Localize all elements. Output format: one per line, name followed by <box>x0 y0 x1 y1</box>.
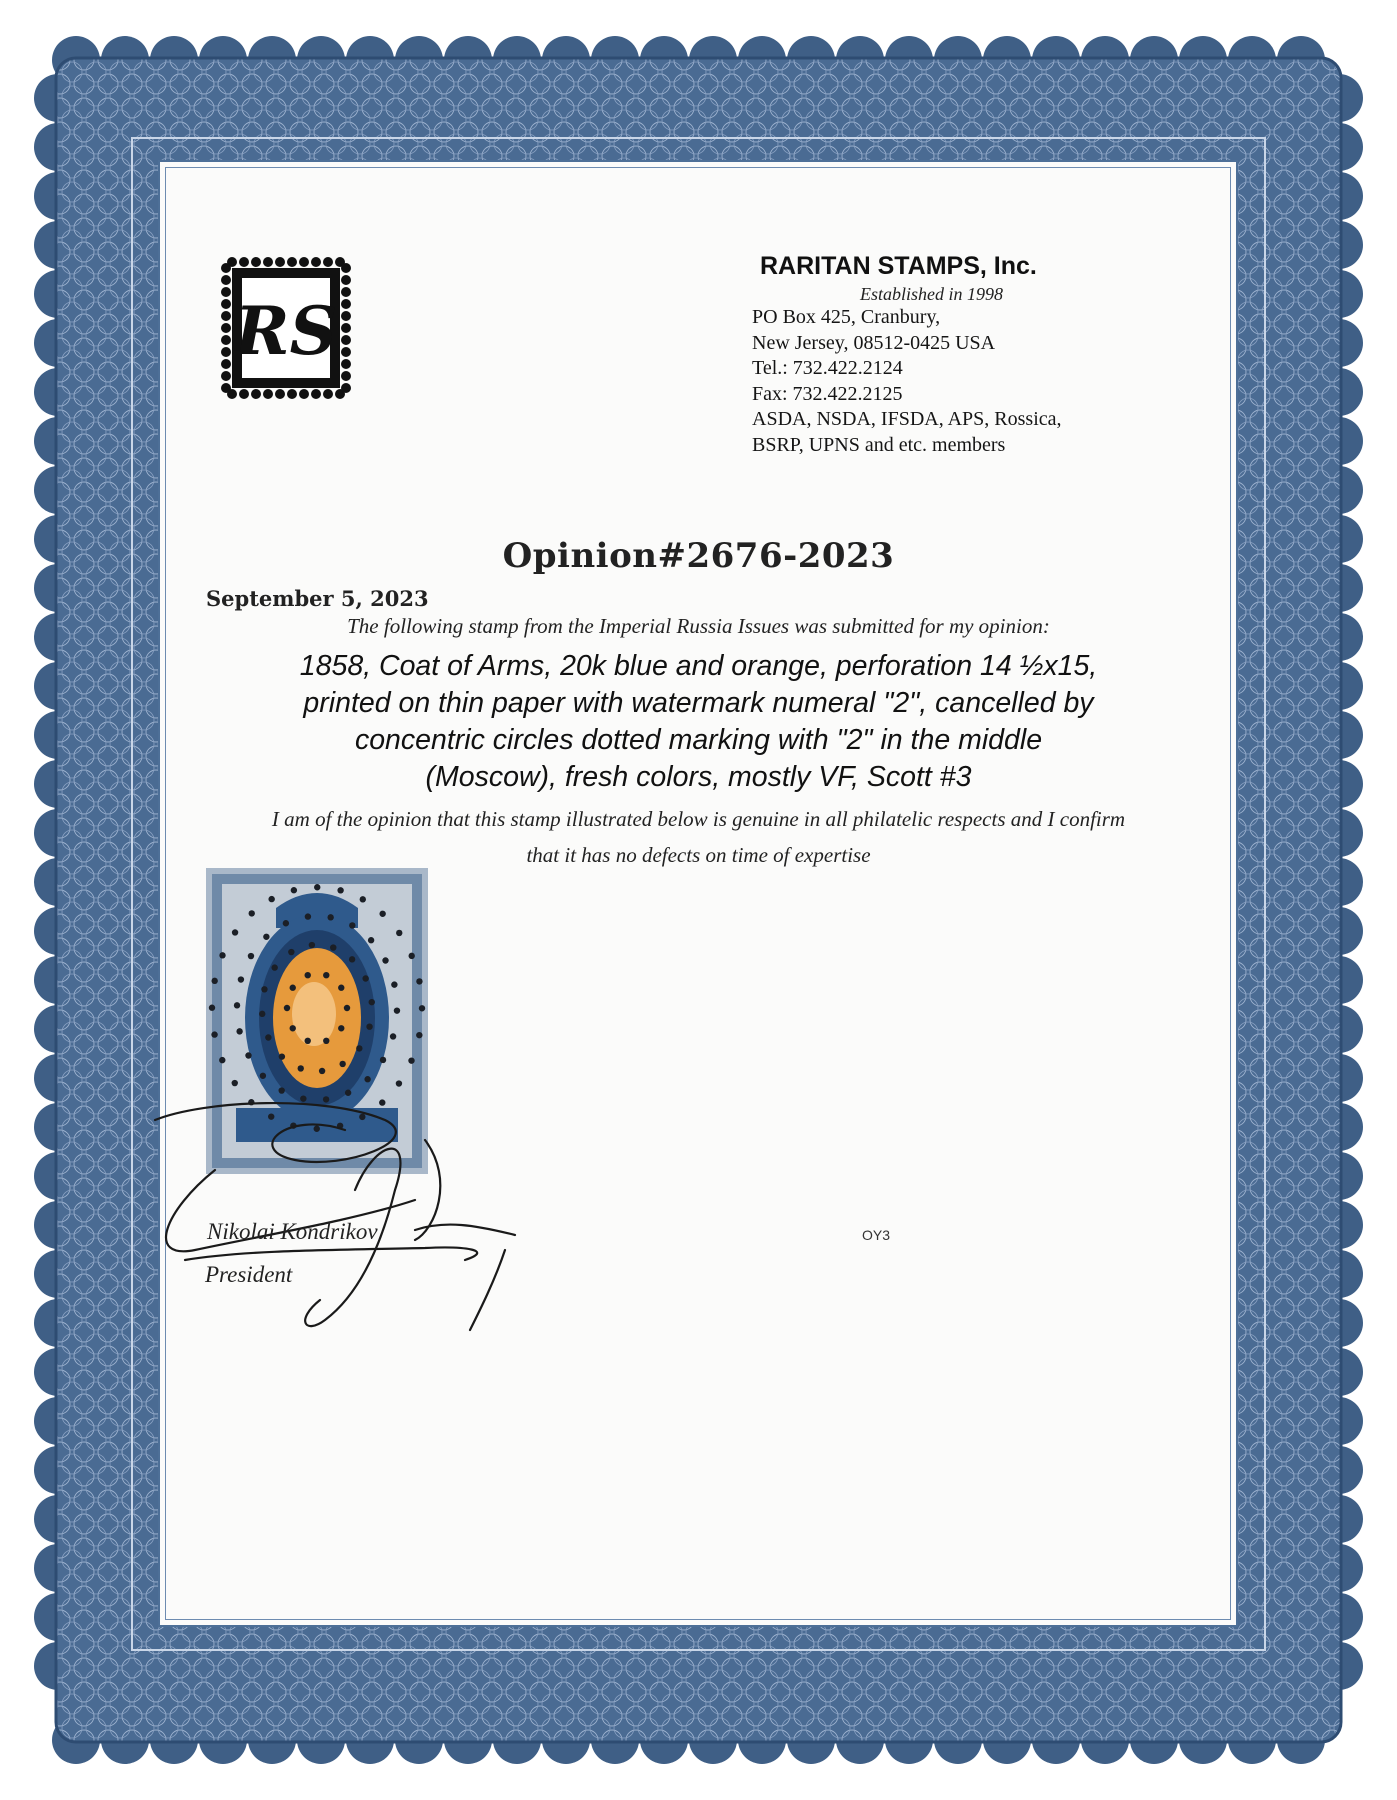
cancel-dot <box>248 953 254 959</box>
cancel-dot <box>219 952 225 958</box>
cancel-dot <box>265 1034 271 1040</box>
signer-title: President <box>205 1262 293 1287</box>
logo-perforation <box>221 311 231 321</box>
logo-perforation <box>323 257 333 267</box>
logo-perforation <box>341 299 351 309</box>
cancel-dot <box>232 929 238 935</box>
logo-perforation <box>341 371 351 381</box>
logo-perforation <box>221 383 231 393</box>
cancel-dot <box>338 1025 344 1031</box>
cancel-dot <box>290 1025 296 1031</box>
cancel-dot <box>396 1080 402 1086</box>
logo-monogram: RS <box>234 292 338 370</box>
cancel-dot <box>305 1038 311 1044</box>
cancel-dot <box>271 964 277 970</box>
cancel-dot <box>391 981 397 987</box>
cancel-dot <box>305 972 311 978</box>
cancel-dot <box>219 1057 225 1063</box>
cancel-dot <box>364 1076 370 1082</box>
cancel-dot <box>279 1053 285 1059</box>
logo-perforation <box>275 257 285 267</box>
company-address <box>752 305 1062 458</box>
logo-perforation <box>287 257 297 267</box>
established-line: Established in 1998 <box>860 284 1003 304</box>
logo-perforation <box>221 359 231 369</box>
logo-perforation <box>221 287 231 297</box>
cancel-dot <box>268 896 274 902</box>
opinion-title: Opinion#2676-2023 <box>502 536 895 576</box>
logo-perforation <box>311 389 321 399</box>
description-line: (Moscow), fresh colors, mostly VF, Scott #3 <box>425 761 972 793</box>
cancel-dot <box>408 1057 414 1063</box>
cancel-dot <box>327 914 333 920</box>
logo-perforation <box>341 263 351 273</box>
company-name: RARITAN STAMPS, Inc. <box>760 252 1037 280</box>
cancel-dot <box>366 1023 372 1029</box>
cancel-dot <box>309 942 315 948</box>
cancel-dot <box>323 972 329 978</box>
cancel-dot <box>382 957 388 963</box>
cancel-dot <box>288 949 294 955</box>
logo-perforation <box>299 257 309 267</box>
conclusion-line: I am of the opinion that this stamp illustrated below is genuine in all philatelic respects and I confirm <box>271 807 1126 831</box>
cancel-dot <box>259 1011 265 1017</box>
logo-perforation <box>341 383 351 393</box>
cancel-dot <box>396 930 402 936</box>
cancel-dot <box>249 910 255 916</box>
cancel-dot <box>330 944 336 950</box>
cancel-dot <box>305 913 311 919</box>
logo-perforation <box>341 335 351 345</box>
cancel-dot <box>337 887 343 893</box>
description-line: printed on thin paper with watermark numeral "2", cancelled by <box>303 687 1094 719</box>
cancel-dot <box>338 985 344 991</box>
cancel-dot <box>234 1002 240 1008</box>
logo-perforation <box>221 347 231 357</box>
cancel-dot <box>291 887 297 893</box>
cancel-dot <box>362 975 368 981</box>
logo-perforation <box>239 389 249 399</box>
cancel-dot <box>238 976 244 982</box>
cancel-dot <box>409 953 415 959</box>
fax-line: Fax: 732.422.2125 <box>752 382 903 405</box>
logo-perforation <box>341 275 351 285</box>
cancel-dot <box>211 978 217 984</box>
opinion-date: September 5, 2023 <box>206 586 429 611</box>
company-logo <box>218 254 354 402</box>
cancel-dot <box>263 934 269 940</box>
reference-code: OY3 <box>862 1227 891 1243</box>
logo-perforation <box>221 335 231 345</box>
cancel-dot <box>290 985 296 991</box>
logo-perforation <box>323 389 333 399</box>
opinion-intro: The following stamp from the Imperial Russia Issues was submitted for my opinion: <box>347 614 1050 638</box>
cancel-dot <box>419 1005 425 1011</box>
logo-perforation <box>341 347 351 357</box>
cancel-dot <box>283 920 289 926</box>
logo-perforation <box>299 389 309 399</box>
logo-perforation <box>341 323 351 333</box>
cancel-dot <box>380 1057 386 1063</box>
logo-perforation <box>341 311 351 321</box>
cancel-dot <box>344 1005 350 1011</box>
cancel-dot <box>261 986 267 992</box>
cancel-dot <box>211 1031 217 1037</box>
cancel-dot <box>390 1033 396 1039</box>
logo-perforation <box>263 257 273 267</box>
description-line: 1858, Coat of Arms, 20k blue and orange, perforation 14 ½x15, <box>299 650 1098 682</box>
cancel-dot <box>278 1087 284 1093</box>
cancel-dot <box>349 922 355 928</box>
cancel-dot <box>349 956 355 962</box>
cancel-dot <box>416 978 422 984</box>
cancel-dot <box>345 1090 351 1096</box>
logo-perforation <box>287 389 297 399</box>
cancel-dot <box>245 1052 251 1058</box>
cancel-dot <box>394 1007 400 1013</box>
logo-perforation <box>275 389 285 399</box>
logo-perforation <box>239 257 249 267</box>
memberships-line: BSRP, UPNS and etc. members <box>752 433 1006 456</box>
cancel-dot <box>260 1073 266 1079</box>
cancel-dot <box>416 1032 422 1038</box>
phone-line: Tel.: 732.422.2124 <box>752 357 903 379</box>
address-line: PO Box 425, Cranbury, <box>752 306 941 328</box>
cancel-dot <box>356 1045 362 1051</box>
address-line: New Jersey, 08512-0425 USA <box>752 331 996 354</box>
logo-perforation <box>221 299 231 309</box>
cancel-dot <box>319 1068 325 1074</box>
cancel-dot <box>368 937 374 943</box>
logo-perforation <box>263 389 273 399</box>
conclusion-line: that it has no defects on time of expertise <box>526 843 871 867</box>
cancel-dot <box>360 896 366 902</box>
cancel-dot <box>379 911 385 917</box>
cancel-dot <box>369 999 375 1005</box>
logo-perforation <box>221 275 231 285</box>
memberships-line: ASDA, NSDA, IFSDA, APS, Rossica, <box>752 408 1062 430</box>
opinion-conclusion <box>200 801 1197 873</box>
stamp-description <box>190 648 1207 796</box>
cancel-dot <box>323 1038 329 1044</box>
cancel-dot <box>232 1080 238 1086</box>
cancel-dot <box>298 1065 304 1071</box>
logo-perforation <box>221 371 231 381</box>
cancel-dot <box>284 1005 290 1011</box>
logo-perforation <box>221 323 231 333</box>
signer-name: Nikolai Kondrikov <box>207 1219 378 1244</box>
cancel-dot <box>314 884 320 890</box>
logo-perforation <box>311 257 321 267</box>
logo-perforation <box>251 257 261 267</box>
cancel-dot <box>236 1028 242 1034</box>
logo-perforation <box>251 389 261 399</box>
description-line: concentric circles dotted marking with "2" in the middle <box>354 724 1043 756</box>
logo-perforation <box>341 287 351 297</box>
cancel-dot <box>209 1005 215 1011</box>
logo-perforation <box>221 263 231 273</box>
logo-perforation <box>341 359 351 369</box>
cancel-dot <box>339 1061 345 1067</box>
